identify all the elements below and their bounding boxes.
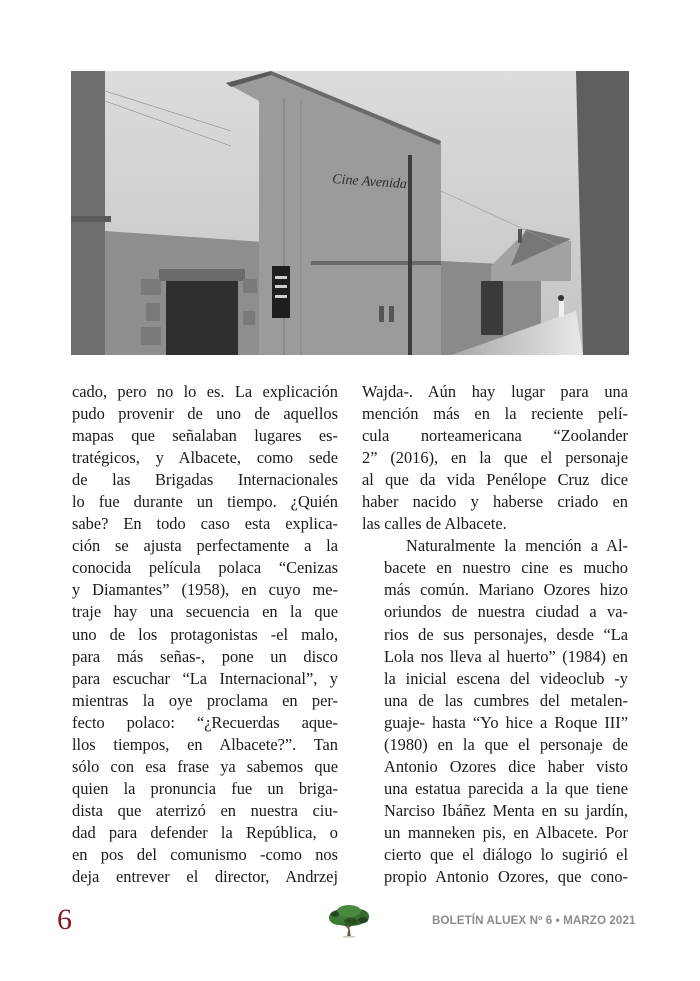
text-line: rios de sus personajes, desde “La	[384, 624, 628, 644]
text-line: mención más en la reciente pelí-	[362, 404, 628, 424]
text-line: Wajda-. Aún hay lugar para una	[362, 382, 628, 401]
text-line: las calles de Albacete.	[362, 514, 507, 534]
text-line: un manneken pis, en Albacete. Por	[384, 822, 628, 842]
svg-text:Cine Avenida: Cine Avenida	[331, 172, 408, 193]
text-line: sabe? En todo caso esta explica-	[72, 514, 338, 534]
text-line: una de las cumbres del metalen-	[384, 690, 628, 710]
text-line: llos tiempos, en Albacete?”. Tan	[72, 734, 338, 754]
text-line: bacete en nuestro cine es mucho	[384, 558, 628, 578]
text-line: una estatua parecida a la que tiene	[384, 778, 628, 798]
publication-footer: BOLETÍN ALUEX Nº 6 • MARZO 2021	[432, 914, 636, 927]
text-line: Naturalmente la mención a Al-	[406, 536, 628, 556]
text-line: 2” (2016), en la que el personaje	[362, 448, 628, 468]
text-line: sólo con esa frase ya sabemos que	[72, 756, 338, 776]
text-line: dad para defender la República, o	[72, 822, 338, 842]
text-line: oriundos de nuestra ciudad a va-	[384, 602, 628, 622]
text-line: cado, pero no lo es. La explicación	[72, 382, 338, 401]
article-paragraph	[72, 381, 338, 888]
text-line: cierto que el diálogo lo sugirió el	[384, 844, 628, 864]
photo-illustration	[71, 71, 629, 355]
text-line: ción se ajusta perfectamente a la	[72, 536, 338, 556]
text-line: cula norteamericana “Zoolander	[362, 426, 628, 446]
text-line: fecto polaco: “¿Recuerdas aque-	[72, 712, 338, 732]
text-line: tratégicos, y Albacete, como sede	[72, 448, 338, 468]
text-line: mapas que señalaban lugares es-	[72, 426, 338, 446]
text-line: uno de los protagonistas -el malo,	[72, 624, 338, 644]
text-line: deja entrever el director, Andrzej	[72, 867, 338, 887]
cine-avenida-photo	[71, 71, 629, 355]
text-line: al que da vida Penélope Cruz dice	[362, 470, 628, 490]
text-line: pudo provenir de uno de aquellos	[72, 404, 338, 424]
text-line: en pos del comunismo -como nos	[72, 844, 338, 864]
text-line: haber nacido y haberse criado en	[362, 492, 628, 512]
article-column-right	[362, 381, 628, 888]
text-line: de las Brigadas Internacionales	[72, 470, 338, 490]
text-line: (1980) en la que el personaje de	[384, 734, 628, 754]
text-line: y Diamantes” (1958), en cuyo me-	[72, 580, 338, 600]
tree-logo-graphic	[325, 903, 373, 939]
text-line: para más señas-, pone un disco	[72, 646, 338, 666]
text-line: propio Antonio Ozores, que cono-	[384, 867, 628, 887]
text-line: dista que aterrizó en nuestra ciu-	[72, 800, 338, 820]
page-number: 6	[57, 903, 72, 936]
text-line: la inicial escena del videoclub -y	[384, 668, 628, 688]
text-line: quien la pronuncia fue un briga-	[72, 778, 338, 798]
text-line: traje hay una secuencia en la que	[72, 602, 338, 622]
article-paragraph	[362, 535, 628, 888]
tree-icon	[325, 903, 373, 939]
article-paragraph	[362, 381, 628, 535]
text-line: Narciso Ibáñez Menta en su jardín,	[384, 800, 628, 820]
text-line: para escuchar “La Internacional”, y	[72, 668, 338, 688]
article-column-left	[72, 381, 338, 888]
text-line: lo fue durante un tiempo. ¿Quién	[72, 492, 338, 512]
text-line: más común. Mariano Ozores hizo	[384, 580, 628, 600]
text-line: conocida película polaca “Cenizas	[72, 558, 338, 578]
text-line: Antonio Ozores dice haber visto	[384, 756, 628, 776]
text-line: mientras la oye proclama en per-	[72, 690, 338, 710]
text-line: guaje- hasta “Yo hice a Roque III”	[384, 712, 628, 732]
text-line: Lola nos lleva al huerto” (1984) en	[384, 646, 628, 666]
